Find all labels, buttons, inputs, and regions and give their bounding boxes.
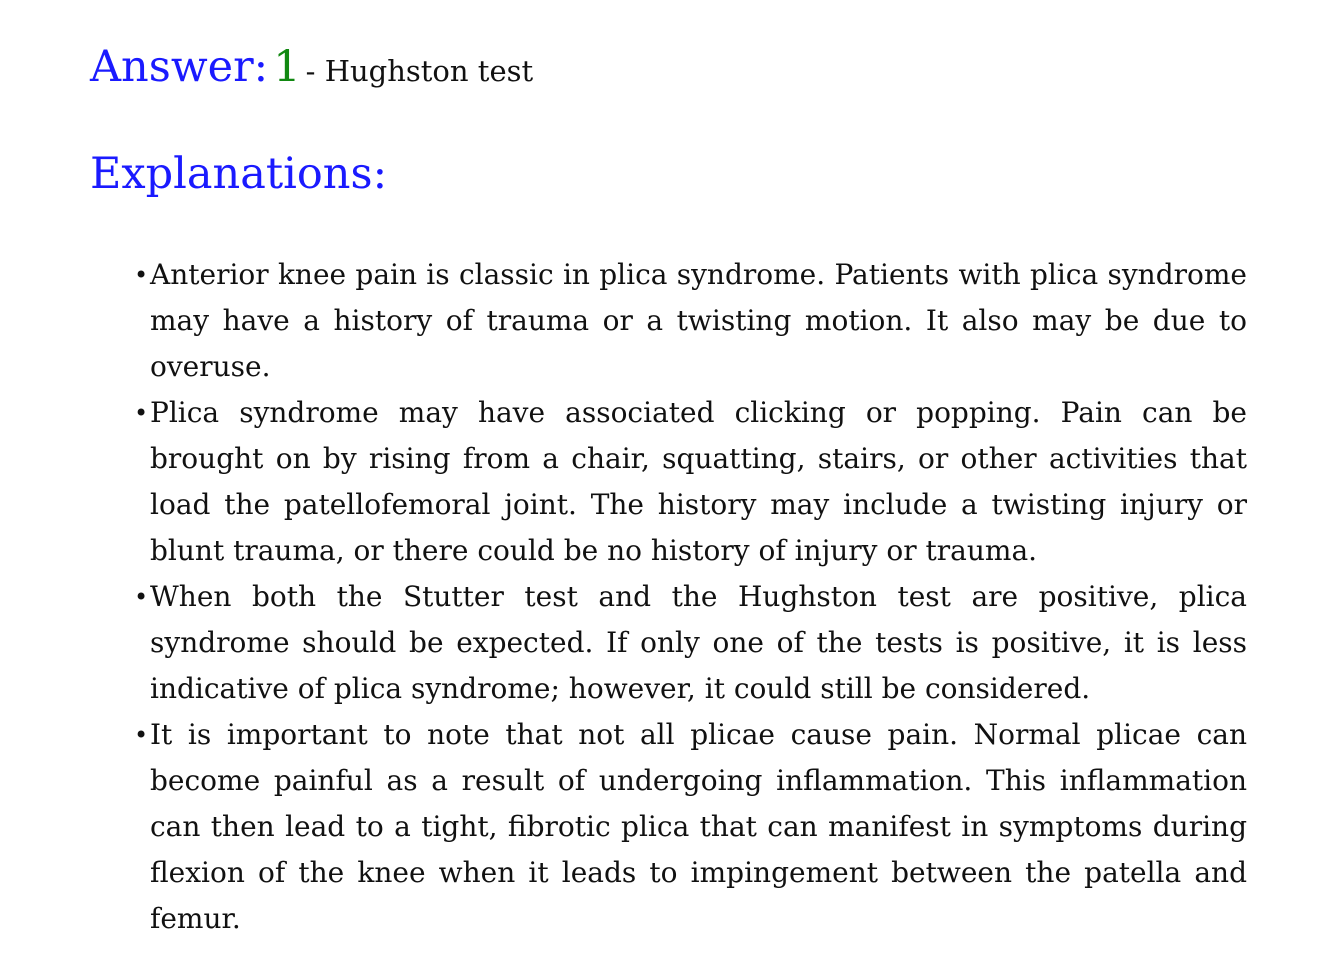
answer-line [90, 42, 534, 92]
explanation-list [150, 252, 1247, 942]
answer-label: Answer: [90, 42, 269, 92]
explanation-item: • Anterior knee pain is classic in plica syndrome. Patients with plica syndrome may have a history of trauma or a twisting motion. It also may be due to overuse. [150, 252, 1247, 390]
explanation-item: • It is important to note that not all plicae cause pain. Normal plicae can become painful as a result of undergoing inflammation. This inflammation can then lead to a tight, fibrotic plica that can manifest in symptoms during flexion of the knee when it leads to impingement between the patella and femur. [150, 712, 1247, 942]
explanation-item: • When both the Stutter test and the Hughston test are positive, plica syndrome should be expected. If only one of the tests is positive, it is less indicative of plica syndrome; however, it could still be considered. [150, 574, 1247, 712]
explanations-title: Explanations: [90, 149, 388, 199]
answer-text: - Hughston test [305, 54, 534, 88]
answer-number: 1 [273, 42, 301, 92]
explanation-item: • Plica syndrome may have associated clicking or popping. Pain can be brought on by rising from a chair, squatting, stairs, or other activities that load the patellofemoral joint. The history may include a twisting injury or blunt trauma, or there could be no history of injury or trauma. [150, 390, 1247, 574]
